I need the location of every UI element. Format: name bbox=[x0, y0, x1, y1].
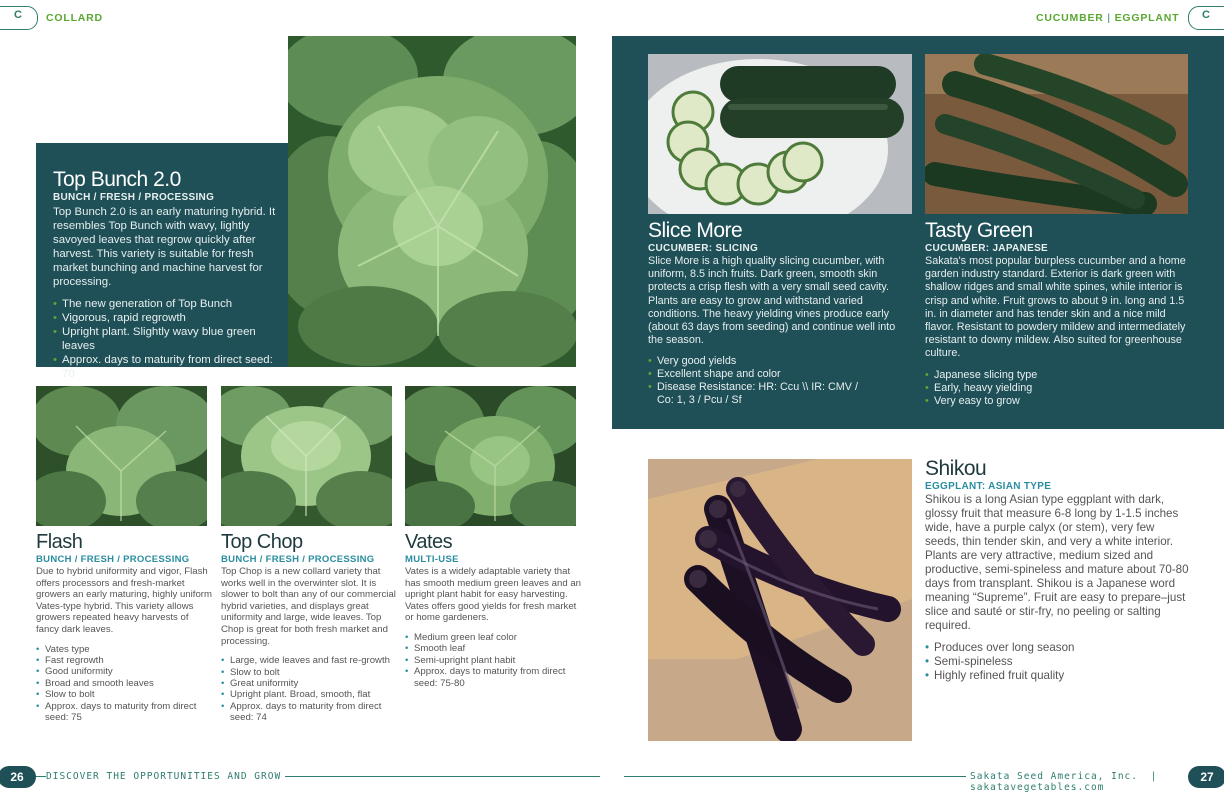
right-section-label-eggplant: EGGPLANT bbox=[1114, 12, 1180, 24]
right-section-label bbox=[1036, 12, 1179, 24]
list-item: • Semi-spineless bbox=[925, 655, 1190, 669]
tasty-green-bullets bbox=[925, 369, 1191, 408]
list-item: • Approx. days to maturity from direct seed: 75 bbox=[36, 701, 212, 724]
list-item: • Produces over long season bbox=[925, 641, 1190, 655]
flash-block bbox=[36, 530, 212, 723]
shikou-bullets bbox=[925, 641, 1190, 683]
footer-separator: | bbox=[1150, 771, 1158, 782]
right-section-separator: | bbox=[1107, 12, 1111, 24]
tasty-green-description: Sakata's most popular burpless cucumber and a home garden industry standard. Exterior is dark green with shallow ridges and small white spines, while interior is crisp and white. Fruit grows to about 9 in. long and 1.5 in. in diameter and has tender skin and a nice mild flavor. Resistant to powdery mildew and intermediately resistant to downy mildew. Also suited for greenhouse culture. bbox=[925, 255, 1186, 360]
right-section-label-cucumber: CUCUMBER bbox=[1036, 12, 1104, 24]
footer-company: Sakata Seed America, Inc. bbox=[970, 771, 1138, 782]
right-section-letter: C bbox=[1202, 9, 1210, 21]
top-chop-title: Top Chop bbox=[221, 531, 303, 553]
footer-website: sakatavegetables.com bbox=[970, 782, 1105, 793]
footer-right-text bbox=[966, 771, 1224, 793]
top-chop-description: Top Chop is a new collard variety that works well in the overwinter slot. It is slower to bolt than any of our commercial hybrid varieties, and displays great uniformity and large, wide leaves. Top Chop is great for both fresh market and processing. bbox=[221, 566, 396, 647]
slice-more-bullets bbox=[648, 355, 858, 407]
list-item: • Approx. days to maturity from direct seed: 74 bbox=[221, 701, 397, 724]
list-item: • Semi-upright plant habit bbox=[405, 655, 581, 666]
list-item: • Slow to bolt bbox=[36, 689, 212, 700]
top-chop-block bbox=[221, 530, 397, 724]
list-item: • Early, heavy yielding bbox=[925, 382, 1191, 395]
flash-description: Due to hybrid uniformity and vigor, Flash offers processors and fresh-market growers an early maturing, highly uniform Vates-type hybrid. This variety allows growers repeated heavy harvests of fancy dark leaves. bbox=[36, 566, 212, 635]
top-chop-photo bbox=[221, 386, 392, 526]
slice-more-description: Slice More is a high quality slicing cucumber, with uniform, 8.5 inch fruits. Dark green, smooth skin protects a crisp flesh with a very small seed cavity. Plants are easy to grow and withstand varied conditions. The heavy yielding vines produce early (about 63 days from seeding) and continue well into the season. bbox=[648, 255, 896, 347]
vates-photo bbox=[405, 386, 576, 526]
left-section-label: COLLARD bbox=[46, 12, 103, 24]
tasty-green-block bbox=[925, 219, 1191, 408]
shikou-photo bbox=[648, 459, 912, 741]
top-bunch-subtitle: BUNCH / FRESH / PROCESSING bbox=[53, 192, 215, 203]
list-item: • Highly refined fruit quality bbox=[925, 669, 1190, 683]
vates-subtitle: MULTI-USE bbox=[405, 554, 459, 565]
shikou-title: Shikou bbox=[925, 457, 987, 480]
shikou-block bbox=[925, 457, 1190, 683]
list-item: • Approx. days to maturity from direct seed: 75-80 bbox=[405, 666, 581, 689]
page-number-left: 26 bbox=[0, 766, 36, 788]
list-item: • Smooth leaf bbox=[405, 643, 581, 654]
top-bunch-photo bbox=[288, 36, 576, 367]
list-item: • Excellent shape and color bbox=[648, 368, 858, 381]
vates-block bbox=[405, 530, 581, 689]
page-number-right: 27 bbox=[1188, 766, 1224, 788]
flash-subtitle: BUNCH / FRESH / PROCESSING bbox=[36, 554, 190, 565]
flash-title: Flash bbox=[36, 531, 83, 553]
top-bunch-description: Top Bunch 2.0 is an early maturing hybrid. It resembles Top Bunch with wavy, lightly savoyed leaves that regrow quickly after harvest. This variety is suitable for fresh market bunching and machine harvest for processing. bbox=[53, 206, 276, 288]
list-item: • Broad and smooth leaves bbox=[36, 678, 212, 689]
list-item: • Very easy to grow bbox=[925, 395, 1191, 408]
tasty-green-photo bbox=[925, 54, 1188, 214]
list-item: • Approx. days to maturity from direct seed: 70 bbox=[53, 353, 285, 381]
flash-photo bbox=[36, 386, 207, 526]
shikou-subtitle: EGGPLANT: ASIAN TYPE bbox=[925, 481, 1052, 492]
left-section-letter: C bbox=[14, 9, 22, 21]
top-bunch-block bbox=[53, 168, 285, 381]
top-chop-bullets bbox=[221, 655, 397, 723]
list-item: • Upright plant. Slightly wavy blue green leaves bbox=[53, 325, 285, 353]
vates-bullets bbox=[405, 632, 581, 689]
shikou-description: Shikou is a long Asian type eggplant with dark, glossy fruit that measure 6-8 long by 1-1.5 inches wide, have a purple calyx (or stem), very few seeds, thin tender skin, and very a white interior. Plants are very attractive, medium sized and productive, semi-spineless and mature about 70-80 days from transplant. Shikou is a Japanese word meaning “Supreme”. Fruit are easy to prepare–just slice and sauté or stir-fry, no peeling or salting required. bbox=[925, 493, 1189, 632]
vates-title: Vates bbox=[405, 531, 453, 553]
slice-more-block bbox=[648, 219, 908, 407]
list-item: • Large, wide leaves and fast re-growth bbox=[221, 655, 397, 666]
top-bunch-bullets bbox=[53, 297, 285, 381]
list-item: • Japanese slicing type bbox=[925, 369, 1191, 382]
list-item: • Great uniformity bbox=[221, 678, 397, 689]
list-item: • Slow to bolt bbox=[221, 667, 397, 678]
list-item: • Upright plant. Broad, smooth, flat bbox=[221, 689, 397, 700]
footer-tagline: DISCOVER THE OPPORTUNITIES AND GROW bbox=[46, 771, 285, 782]
top-bunch-title: Top Bunch 2.0 bbox=[53, 168, 181, 191]
slice-more-title: Slice More bbox=[648, 219, 743, 242]
list-item: • Medium green leaf color bbox=[405, 632, 581, 643]
list-item: • Vigorous, rapid regrowth bbox=[53, 311, 285, 325]
slice-more-photo bbox=[648, 54, 912, 214]
list-item: • Disease Resistance: HR: Ccu \\ IR: CMV / Co: 1, 3 / Pcu / Sf bbox=[648, 381, 858, 407]
list-item: • Vates type bbox=[36, 644, 212, 655]
flash-bullets bbox=[36, 644, 212, 724]
slice-more-subtitle: CUCUMBER: SLICING bbox=[648, 243, 759, 254]
top-chop-subtitle: BUNCH / FRESH / PROCESSING bbox=[221, 554, 375, 565]
list-item: • Very good yields bbox=[648, 355, 858, 368]
list-item: • Good uniformity bbox=[36, 666, 212, 677]
list-item: • The new generation of Top Bunch bbox=[53, 297, 285, 311]
tasty-green-title: Tasty Green bbox=[925, 219, 1033, 242]
list-item: • Fast regrowth bbox=[36, 655, 212, 666]
vates-description: Vates is a widely adaptable variety that has smooth medium green leaves and an upright plant habit for easy harvesting. Vates offers good yields for fresh market or home gardeners. bbox=[405, 566, 581, 624]
tasty-green-subtitle: CUCUMBER: JAPANESE bbox=[925, 243, 1049, 254]
